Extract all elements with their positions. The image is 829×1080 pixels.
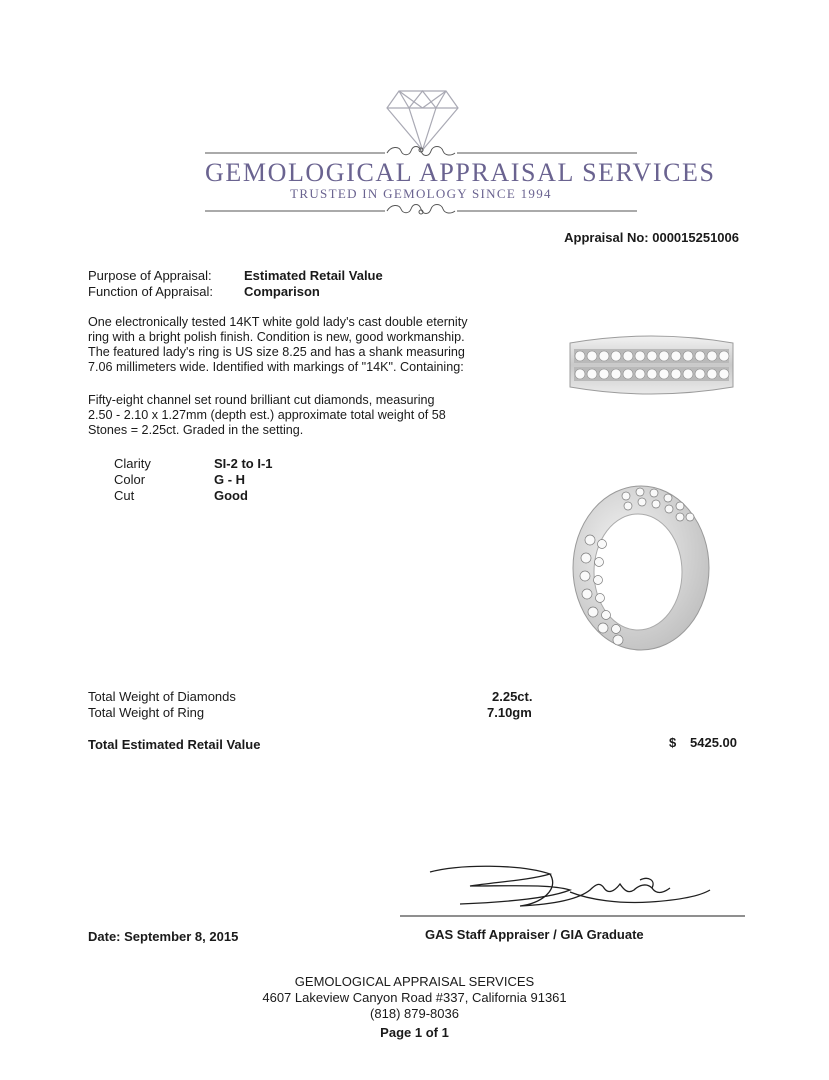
ornament-divider-bottom xyxy=(205,200,637,222)
color-label: Color xyxy=(114,472,146,487)
footer-phone: (818) 879-8036 xyxy=(370,1006,459,1021)
diamond-weight-value: 2.25ct. xyxy=(492,689,533,704)
signature-graphic xyxy=(400,860,745,920)
purpose-value: Estimated Retail Value xyxy=(244,268,383,283)
cut-value: Good xyxy=(214,488,248,503)
cut-label: Cut xyxy=(114,488,135,503)
diamonds-line: Fifty-eight channel set round brilliant cut diamonds, measuring xyxy=(88,393,435,407)
appraiser-title: GAS Staff Appraiser / GIA Graduate xyxy=(425,927,644,942)
purpose-label: Purpose of Appraisal: xyxy=(88,268,212,283)
appraisal-date: Date: September 8, 2015 xyxy=(88,929,239,944)
ring-weight-value: 7.10gm xyxy=(487,705,532,720)
footer-company: GEMOLOGICAL APPRAISAL SERVICES xyxy=(294,974,535,989)
description-line: The featured lady's ring is US size 8.25 and has a shank measuring xyxy=(88,345,465,359)
diamond-weight-label: Total Weight of Diamonds xyxy=(88,689,236,704)
function-value: Comparison xyxy=(244,284,320,299)
ring-photo-side xyxy=(564,325,739,405)
clarity-value: SI-2 to I-1 xyxy=(214,456,273,471)
ring-photo-angle xyxy=(566,480,716,655)
retail-value-amount: 5425.00 xyxy=(690,735,737,750)
diamonds-line: Stones = 2.25ct. Graded in the setting. xyxy=(88,423,304,437)
appraisal-number: Appraisal No: 000015251006 xyxy=(564,230,739,245)
diamonds-line: 2.50 - 2.10 x 1.27mm (depth est.) approximate total weight of 58 xyxy=(88,408,446,422)
company-name: GEMOLOGICAL APPRAISAL SERVICES xyxy=(205,158,716,187)
clarity-label: Clarity xyxy=(114,456,151,471)
description-line: 7.06 millimeters wide. Identified with markings of "14K". Containing: xyxy=(88,360,464,374)
page-number: Page 1 of 1 xyxy=(380,1025,449,1040)
description-line: ring with a bright polish finish. Condition is new, good workmanship. xyxy=(88,330,465,344)
function-label: Function of Appraisal: xyxy=(88,284,214,299)
description-paragraph xyxy=(88,315,558,375)
retail-value-label: Total Estimated Retail Value xyxy=(88,737,261,752)
color-value: G - H xyxy=(214,472,246,487)
company-tagline: TRUSTED IN GEMOLOGY SINCE 1994 xyxy=(290,186,552,201)
diamonds-paragraph xyxy=(88,393,558,438)
description-line: One electronically tested 14KT white gold lady's cast double eternity xyxy=(88,315,468,329)
ring-weight-label: Total Weight of Ring xyxy=(88,705,205,720)
currency-symbol: $ xyxy=(669,735,677,750)
footer-address: 4607 Lakeview Canyon Road #337, California 91361 xyxy=(262,990,567,1005)
